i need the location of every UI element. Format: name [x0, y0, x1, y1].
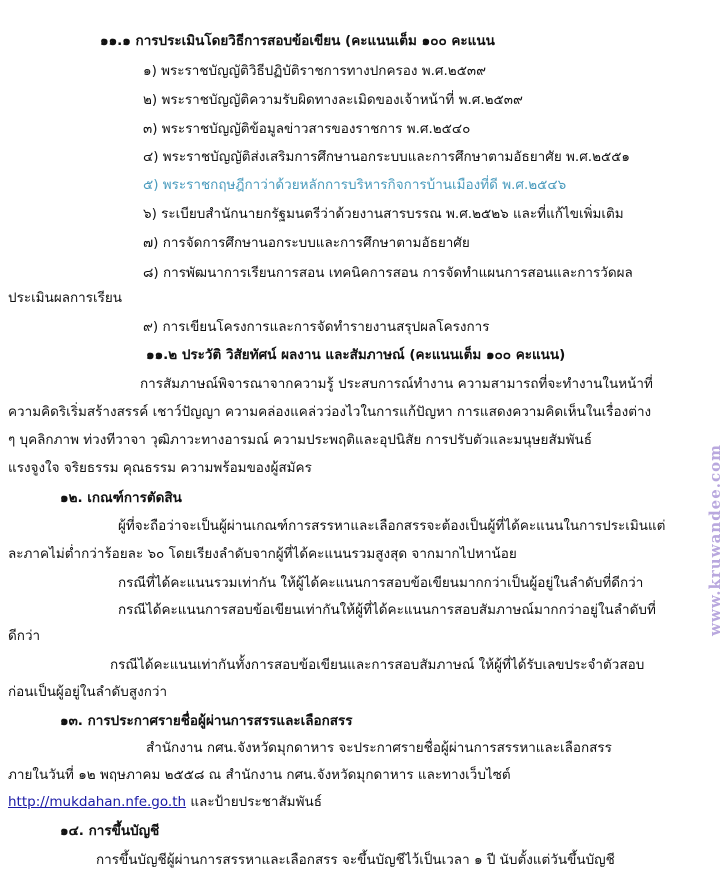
list-item-2: ๒) พระราชบัญญัติความรับผิดทางละเมิดของเจ้าหน้าที่ พ.ศ.๒๕๓๙ [143, 92, 523, 108]
list-item-9: ๙) การเขียนโครงการและการจัดทำรายงานสรุปผลโครงการ [143, 319, 490, 335]
announcement-board-text: และป้ายประชาสัมพันธ์ [190, 794, 322, 810]
section-11-2-heading: ๑๑.๒ ประวัติ วิสัยทัศน์ ผลงาน และสัมภาษณ์ (คะแนนเต็ม ๑๐๐ คะแนน) [146, 347, 566, 363]
section-12-heading: ๑๒. เกณฑ์การตัดสิน [60, 490, 182, 506]
tie-rule-2-line-1: กรณีได้คะแนนการสอบข้อเขียนเท่ากันให้ผู้ที่ได้คะแนนการสอบสัมภาษณ์มากกว่าอยู่ในลำดับที่ [118, 602, 656, 618]
criteria-paragraph-line-1: ผู้ที่จะถือว่าจะเป็นผู้ผ่านเกณฑ์การสรรหาและเลือกสรรจะต้องเป็นผู้ที่ได้คะแนนในการประเมินแต่ [118, 518, 666, 534]
interview-paragraph-line-4: แรงจูงใจ จริยธรรม คุณธรรม ความพร้อมของผู้สมัคร [8, 460, 312, 476]
list-item-4: ๔) พระราชบัญญัติส่งเสริมการศึกษานอกระบบและการศึกษาตามอัธยาศัย พ.ศ.๒๕๕๑ [143, 149, 630, 165]
list-item-7: ๗) การจัดการศึกษานอกระบบและการศึกษาตามอัธยาศัย [143, 235, 470, 251]
tie-rule-3-line-1: กรณีได้คะแนนเท่ากันทั้งการสอบข้อเขียนและการสอบสัมภาษณ์ ให้ผู้ที่ได้รับเลขประจำตัวสอบ [110, 657, 645, 673]
tie-rule-1: กรณีที่ได้คะแนนรวมเท่ากัน ให้ผู้ได้คะแนนการสอบข้อเขียนมากกว่าเป็นผู้อยู่ในลำดับที่ดีกว่า [118, 575, 644, 591]
registration-paragraph: การขึ้นบัญชีผู้ผ่านการสรรหาและเลือกสรร จะขึ้นบัญชีไว้เป็นเวลา ๑ ปี นับตั้งแต่วันขึ้นบัญชี [96, 852, 615, 868]
list-item-5-highlighted: ๕) พระราชกฤษฎีกาว่าด้วยหลักการบริหารกิจการบ้านเมืองที่ดี พ.ศ.๒๕๔๖ [143, 177, 567, 193]
section-13-heading: ๑๓. การประกาศรายชื่อผู้ผ่านการสรรและเลือกสรร [60, 713, 353, 729]
tie-rule-2-line-2: ดีกว่า [8, 628, 41, 644]
announcement-line-3 [8, 793, 322, 811]
website-link[interactable]: http://mukdahan.nfe.go.th [8, 794, 187, 810]
list-item-6: ๖) ระเบียบสำนักนายกรัฐมนตรีว่าด้วยงานสารบรรณ พ.ศ.๒๕๒๖ และที่แก้ไขเพิ่มเติม [143, 206, 624, 222]
tie-rule-3-line-2: ก่อนเป็นผู้อยู่ในลำดับสูงกว่า [8, 684, 168, 700]
list-item-3: ๓) พระราชบัญญัติข้อมูลข่าวสารของราชการ พ.ศ.๒๕๔๐ [143, 121, 471, 137]
interview-paragraph-line-2: ความคิดริเริ่มสร้างสรรค์ เชาว์ปัญญา ความคล่องแคล่วว่องไวในการแก้ปัญหา การแสดงความคิดเห็นในเรื่องต่าง [8, 404, 652, 420]
interview-paragraph-line-3: ๆ บุคลิกภาพ ท่วงทีวาจา วุฒิภาวะทางอารมณ์ ความประพฤติและอุปนิสัย การปรับตัวและมนุษยสัมพันธ์ [8, 432, 592, 448]
section-14-heading: ๑๔. การขึ้นบัญชี [60, 823, 160, 839]
watermark [704, 445, 726, 635]
list-item-1: ๑) พระราชบัญญัติวิธีปฏิบัติราชการทางปกครอง พ.ศ.๒๕๓๙ [143, 63, 487, 79]
list-item-8-continuation: ประเมินผลการเรียน [8, 290, 123, 306]
list-item-8: ๘) การพัฒนาการเรียนการสอน เทคนิคการสอน การจัดทำแผนการสอนและการวัดผล [143, 265, 633, 281]
section-11-1-heading: ๑๑.๑ การประเมินโดยวิธีการสอบข้อเขียน (คะแนนเต็ม ๑๐๐ คะแนน [100, 33, 495, 49]
criteria-paragraph-line-2: ละภาคไม่ต่ำกว่าร้อยละ ๖๐ โดยเรียงลำดับจากผู้ที่ได้คะแนนรวมสูงสุด จากมากไปหาน้อย [8, 546, 517, 562]
announcement-line-1: สำนักงาน กศน.จังหวัดมุกดาหาร จะประกาศรายชื่อผู้ผ่านการสรรหาและเลือกสรร [146, 740, 612, 756]
watermark-text: www.kruwandee.com [706, 444, 724, 636]
announcement-line-2: ภายในวันที่ ๑๒ พฤษภาคม ๒๕๕๘ ณ สำนักงาน กศน.จังหวัดมุกดาหาร และทางเว็บไซต์ [8, 767, 511, 783]
interview-paragraph-line-1: การสัมภาษณ์พิจารณาจากความรู้ ประสบการณ์ทำงาน ความสามารถที่จะทำงานในหน้าที่ [140, 376, 653, 392]
